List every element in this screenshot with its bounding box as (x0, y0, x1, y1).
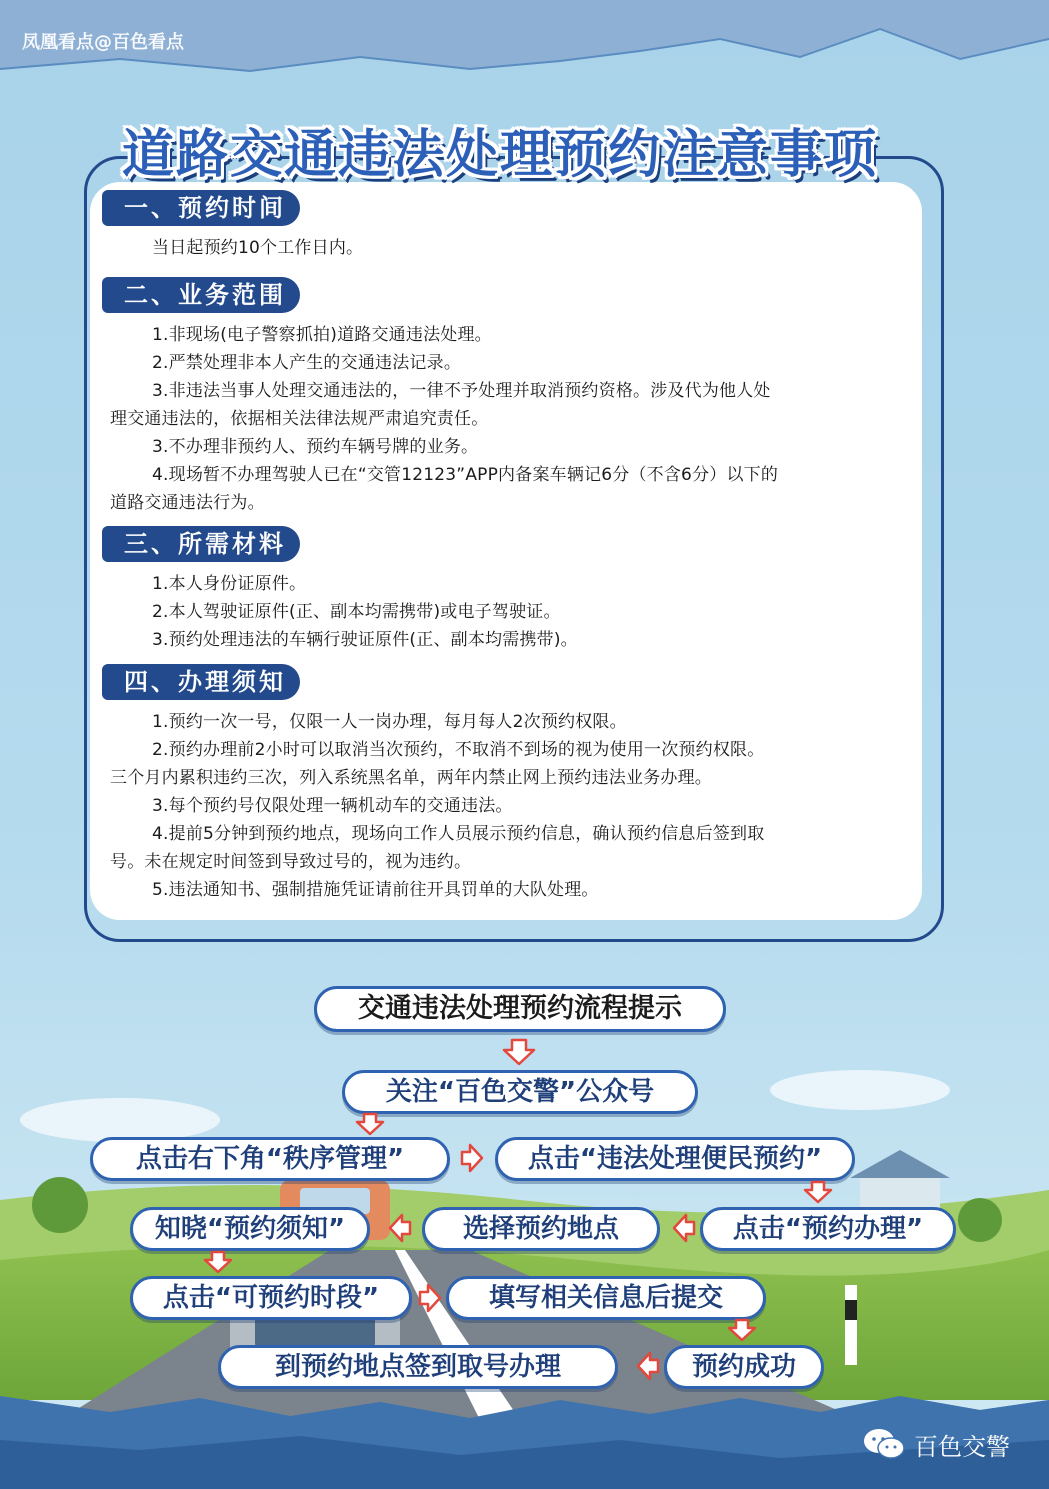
arrow-down-icon (205, 1252, 231, 1272)
arrow-down-icon (357, 1114, 383, 1134)
flow-step-follow: 关注“百色交警”公众号 (342, 1070, 698, 1114)
page-title: 道路交通违法处理预约注意事项 (121, 125, 878, 185)
section-text: 理交通违法的，依据相关法律法规严肃追究责任。 (110, 409, 489, 429)
section-text: 号。未在规定时间签到导致过号的，视为违约。 (110, 852, 472, 872)
flow-step-notice: 知晓“预约须知” (130, 1207, 370, 1251)
flow-step-submit: 填写相关信息后提交 (446, 1276, 766, 1320)
arrow-down-icon (729, 1320, 755, 1340)
section-text: 道路交通违法行为。 (110, 493, 265, 513)
section-heading-notice: 四、办理须知 (108, 664, 300, 700)
flow-step-success: 预约成功 (664, 1345, 824, 1389)
brand-badge (862, 1426, 1010, 1462)
section-heading-time: 一、预约时间 (108, 190, 300, 226)
brand-name: 百色交警 (914, 1432, 1010, 1461)
flow-step-location: 选择预约地点 (422, 1207, 660, 1251)
section-text: 2.预约办理前2小时可以取消当次预约，不取消不到场的视为使用一次预约权限。 (152, 740, 765, 760)
flow-step-time-slot: 点击“可预约时段” (130, 1276, 412, 1320)
section-text: 3.预约处理违法的车辆行驶证原件(正、副本均需携带)。 (152, 630, 578, 650)
arrow-right-icon (420, 1285, 440, 1311)
section-text: 三个月内累积违约三次，列入系统黑名单，两年内禁止网上预约违法业务办理。 (110, 768, 712, 788)
section-text: 1.预约一次一号，仅限一人一岗办理，每月每人2次预约权限。 (152, 712, 627, 732)
section-text: 4.现场暂不办理驾驶人已在“交管12123”APP内备案车辆记6分（不含6分）以下的 (152, 465, 779, 485)
section-text: 1.本人身份证原件。 (152, 574, 307, 594)
section-text: 2.严禁处理非本人产生的交通违法记录。 (152, 353, 462, 373)
section-text: 3.不办理非预约人、预约车辆号牌的业务。 (152, 437, 479, 457)
arrow-down-icon (805, 1182, 831, 1202)
section-text: 1.非现场(电子警察抓拍)道路交通违法处理。 (152, 325, 492, 345)
arrow-left-icon (674, 1215, 694, 1241)
flow-step-order-mgmt: 点击右下角“秩序管理” (90, 1137, 450, 1181)
section-text: 当日起预约10个工作日内。 (152, 238, 364, 258)
arrow-right-icon (462, 1145, 482, 1171)
wechat-icon (862, 1426, 906, 1462)
section-text: 3.非违法当事人处理交通违法的，一律不予处理并取消预约资格。涉及代为他人处 (152, 381, 771, 401)
flow-step-checkin: 到预约地点签到取号办理 (218, 1345, 618, 1389)
arrow-left-icon (390, 1215, 410, 1241)
arrow-down-icon (504, 1040, 534, 1064)
section-text: 4.提前5分钟到预约地点，现场向工作人员展示预约信息，确认预约信息后签到取 (152, 824, 765, 844)
flow-title: 交通违法处理预约流程提示 (314, 986, 726, 1032)
section-text: 5.违法通知书、强制措施凭证请前往开具罚单的大队处理。 (152, 880, 599, 900)
section-heading-scope: 二、业务范围 (108, 277, 300, 313)
arrow-left-icon (638, 1353, 658, 1379)
section-text: 2.本人驾驶证原件(正、副本均需携带)或电子驾驶证。 (152, 602, 561, 622)
flow-step-book: 点击“预约办理” (700, 1207, 956, 1251)
section-heading-materials: 三、所需材料 (108, 526, 300, 562)
section-text: 3.每个预约号仅限处理一辆机动车的交通违法。 (152, 796, 513, 816)
watermark-text: 凤凰看点@百色看点 (22, 32, 184, 53)
flow-step-convenience: 点击“违法处理便民预约” (495, 1137, 855, 1181)
